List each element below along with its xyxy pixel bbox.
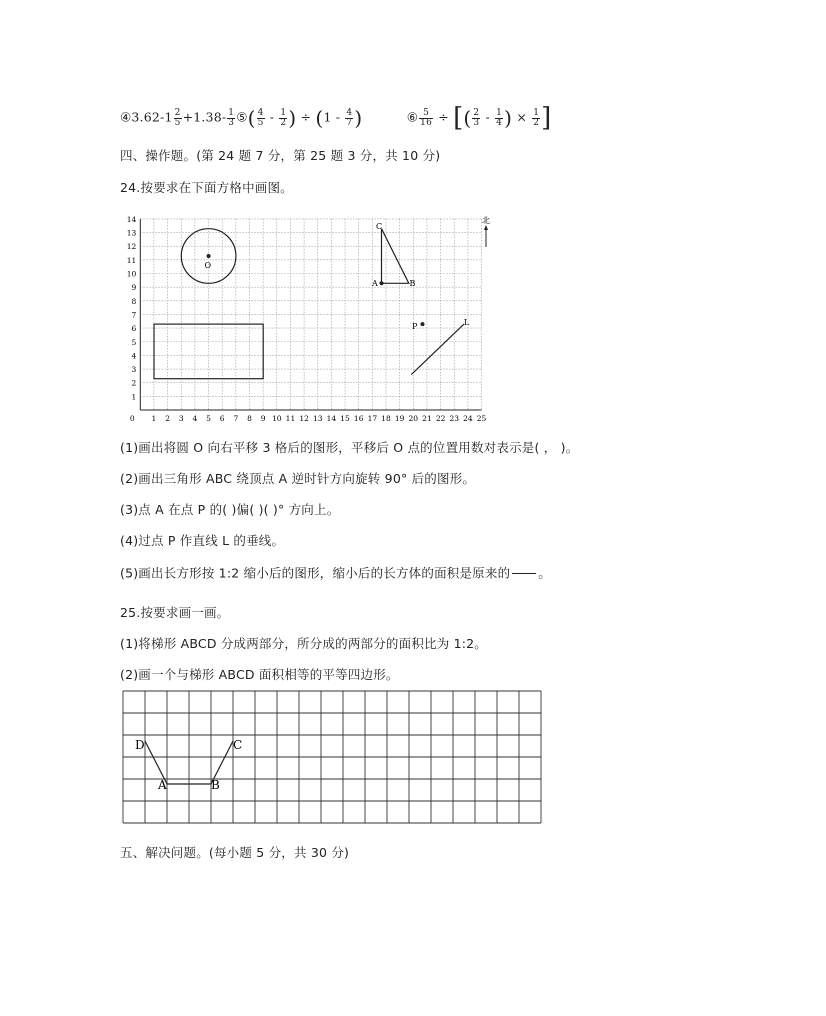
- y-tick-label: 2: [131, 378, 137, 388]
- x-tick-label: 22: [435, 414, 446, 423]
- y-tick-label: 10: [126, 269, 137, 279]
- label-b: B: [409, 279, 416, 288]
- x-tick-label: 7: [233, 414, 239, 423]
- y-tick-label: 6: [131, 324, 137, 334]
- x-tick-label: 21: [422, 414, 432, 423]
- x-tick-label: 15: [340, 414, 350, 423]
- fraction: $\frac{4}{7}$: [346, 107, 353, 128]
- fraction: $\frac{2}{3}$: [473, 107, 480, 128]
- y-tick-label: 4: [131, 351, 137, 361]
- x-tick-label: 24: [463, 414, 473, 423]
- north-label: 北: [482, 216, 490, 225]
- section-5-title: 五、解决问题。(每小题 5 分，共 30 分): [120, 845, 350, 860]
- q24-item-1: (1)画出将圆 O 向右平移 3 格后的图形，平移后 O 点的位置用数对表示是( ， )。: [120, 440, 579, 455]
- x-tick-label: 4: [192, 414, 198, 423]
- y-tick-label: 11: [126, 255, 137, 265]
- north-arrow-head: [484, 225, 488, 230]
- x-tick-label: 2: [165, 414, 170, 423]
- y-tick-label: 9: [131, 283, 137, 293]
- label-b2: B: [211, 778, 220, 792]
- x-tick-label: 13: [312, 414, 323, 423]
- q24-item-5-row: [120, 563, 551, 585]
- fraction: $\frac{5}{16}$: [420, 107, 432, 128]
- x-tick-label: 3: [178, 414, 184, 423]
- y-tick-labels: [127, 215, 137, 401]
- q24-item-5: (5)画出长方形按 1:2 缩小后的图形，缩小后的长方体的面积是原来的: [120, 565, 511, 581]
- x-tick-label: 1: [151, 414, 157, 423]
- x-tick-label: 18: [381, 414, 391, 423]
- q24-item-4: (4)过点 P 作直线 L 的垂线。: [120, 533, 285, 548]
- line-l: [411, 324, 464, 375]
- y-tick-label: 7: [131, 310, 137, 320]
- label-c2: C: [233, 738, 243, 752]
- x-tick-label: 16: [353, 414, 364, 423]
- expr-4-mid: +1.38-: [182, 109, 227, 125]
- y-tick-label: 5: [131, 337, 137, 347]
- y-tick-label: 1: [131, 392, 137, 402]
- q24-item-3: (3)点 A 在点 P 的( )偏( )( )° 方向上。: [120, 502, 340, 517]
- x-tick-label: 5: [206, 414, 211, 423]
- fraction: $\frac{1}{2}$: [533, 107, 540, 128]
- label-c: C: [376, 222, 383, 231]
- expr-6-label: ⑥: [406, 109, 419, 125]
- triangle-abc: [382, 229, 409, 284]
- x-tick-label: 9: [260, 414, 266, 423]
- fraction: $\frac{1}{2}$: [280, 107, 287, 128]
- fraction: $\frac{2}{5}$: [174, 107, 181, 128]
- coordinate-grid: [118, 205, 488, 425]
- y-tick-label: 13: [126, 228, 137, 238]
- trapezoid-grid: [122, 690, 548, 830]
- answer-fraction-blank[interactable]: [510, 563, 538, 585]
- expr-4-start: ④3.62-1: [120, 109, 173, 125]
- point-a: [380, 281, 384, 285]
- expr-5-label: ⑤: [236, 109, 248, 125]
- label-o: O: [204, 261, 212, 270]
- grid-lines: [140, 219, 481, 410]
- expression-line: ④3.62-1 $\frac{2}{5}$ +1.38- $\frac{1}{3}$ ⑤( $\frac{4}{5}$ - $\frac{1}{2}$ ) ÷ (1 - $\frac{4}{7}$ ) ⑥ $\frac{5}{16}$ ÷ [( $\frac{2}{3}$ - $\frac{1}{4}$ ) × $\frac{1}{2}$ ]: [120, 103, 552, 133]
- q25-item-1: (1)将梯形 ABCD 分成两部分，所分成的两部分的面积比为 1:2。: [120, 636, 488, 651]
- q25-title: 25.按要求画一画。: [120, 605, 230, 620]
- x-tick-label: 0: [129, 414, 135, 423]
- x-tick-label: 19: [394, 414, 405, 423]
- label-a: A: [372, 279, 378, 288]
- label-a2: A: [158, 778, 167, 792]
- q24-title: 24.按要求在下面方格中画图。: [120, 180, 293, 195]
- y-tick-label: 12: [126, 242, 137, 252]
- x-tick-label: 14: [326, 414, 337, 423]
- x-tick-label: 12: [299, 414, 309, 423]
- y-tick-label: 14: [126, 214, 137, 224]
- fraction: $\frac{4}{5}$: [257, 107, 264, 128]
- point-p: [421, 322, 425, 326]
- x-tick-label: 10: [272, 414, 282, 423]
- x-tick-labels: [130, 414, 487, 423]
- fraction: $\frac{1}{3}$: [228, 107, 235, 128]
- x-tick-label: 6: [219, 414, 225, 423]
- grid-lines: [123, 691, 541, 823]
- label-l: L: [464, 318, 470, 327]
- x-tick-label: 20: [408, 414, 419, 423]
- q25-item-2: (2)画一个与梯形 ABCD 面积相等的平等四边形。: [120, 667, 399, 682]
- label-d: D: [135, 738, 145, 752]
- q24-item-5-end: 。: [538, 565, 551, 581]
- point-o: [207, 254, 211, 258]
- x-tick-label: 17: [367, 414, 378, 423]
- y-tick-label: 8: [131, 296, 137, 306]
- x-tick-label: 8: [247, 414, 252, 423]
- x-tick-label: 25: [476, 414, 487, 423]
- y-tick-label: 3: [131, 365, 137, 375]
- fraction: $\frac{1}{4}$: [496, 107, 503, 128]
- q24-item-2: (2)画出三角形 ABC 绕顶点 A 逆时针方向旋转 90° 后的图形。: [120, 471, 476, 486]
- section-4-title: 四、操作题。(第 24 题 7 分，第 25 题 3 分，共 10 分): [120, 148, 441, 163]
- x-tick-label: 11: [285, 414, 296, 423]
- x-tick-label: 23: [449, 414, 460, 423]
- label-p: P: [412, 322, 418, 331]
